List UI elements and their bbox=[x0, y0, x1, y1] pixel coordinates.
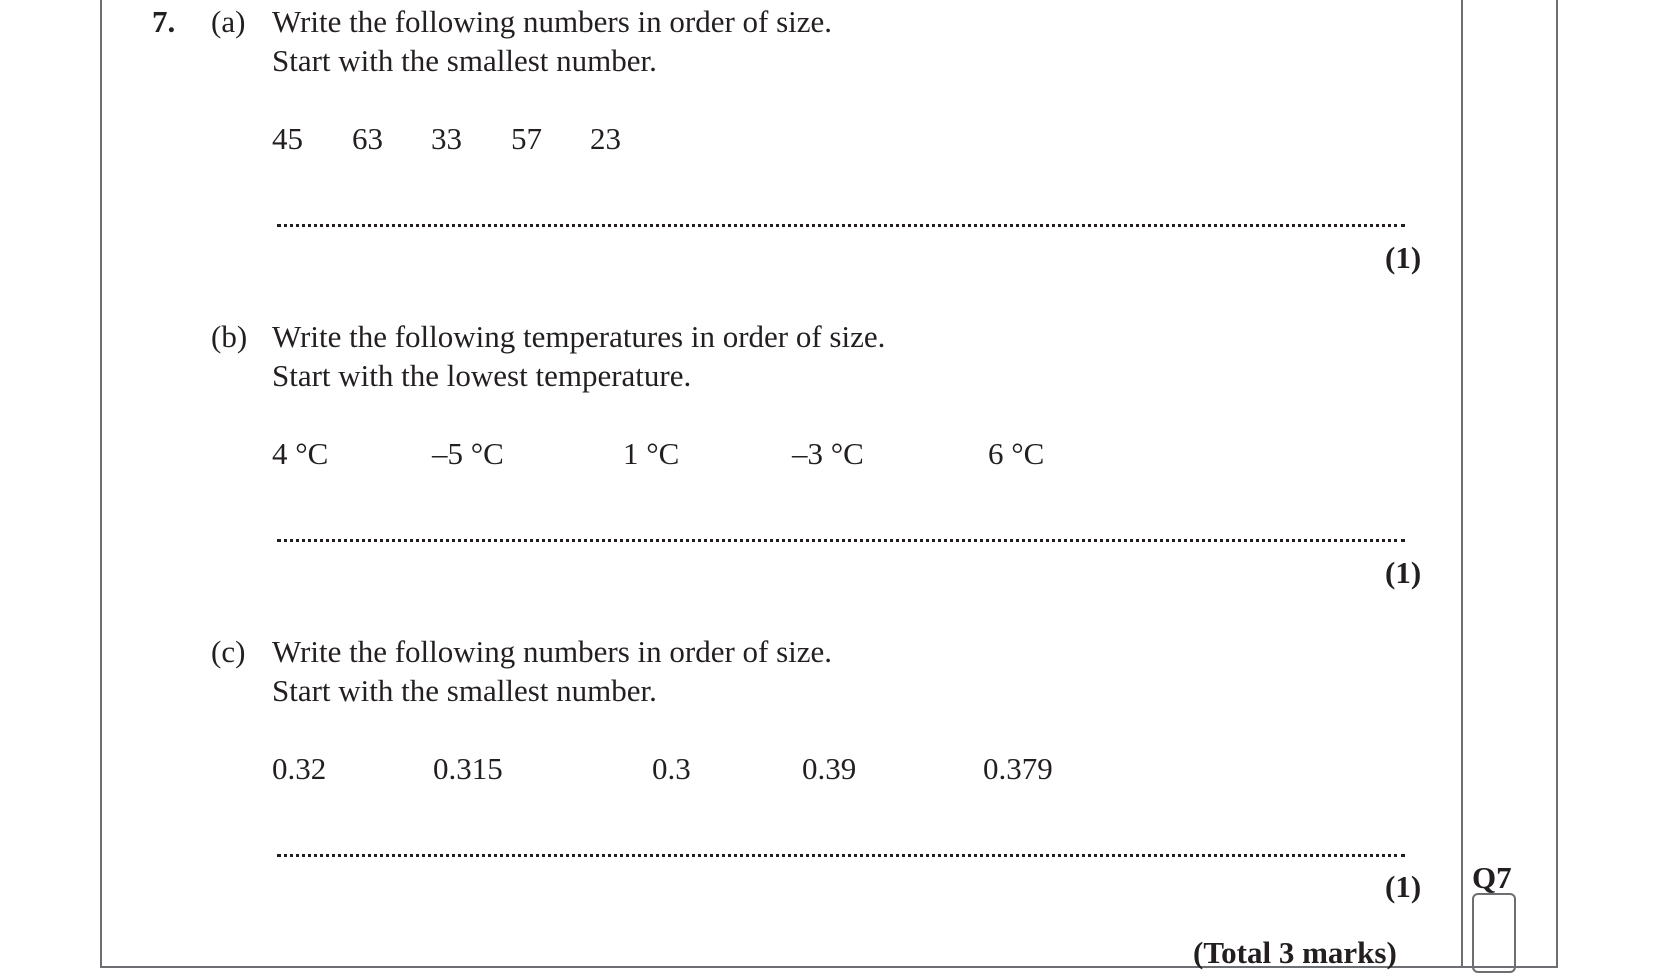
part-a-subinstruction: Start with the smallest number. bbox=[272, 43, 657, 78]
part-a-item: 33 bbox=[431, 121, 462, 156]
page-border-right bbox=[1556, 0, 1558, 968]
part-b-subinstruction: Start with the lowest temperature. bbox=[272, 358, 692, 393]
total-marks: (Total 3 marks) bbox=[1193, 935, 1397, 970]
part-a-item: 45 bbox=[272, 121, 303, 156]
part-a-instruction: Write the following numbers in order of size. bbox=[272, 4, 833, 39]
part-a-item: 23 bbox=[590, 121, 621, 156]
part-b-instruction: Write the following temperatures in order of size. bbox=[272, 319, 886, 354]
part-a-answer-line[interactable] bbox=[277, 224, 1405, 227]
part-c-subinstruction: Start with the smallest number. bbox=[272, 673, 657, 708]
part-b-item: 1 °C bbox=[623, 436, 680, 471]
part-c-answer-line[interactable] bbox=[277, 854, 1405, 857]
part-a-item: 63 bbox=[352, 121, 383, 156]
part-c-item: 0.32 bbox=[272, 751, 327, 786]
margin-question-label: Q7 bbox=[1472, 860, 1512, 895]
part-c-item: 0.39 bbox=[802, 751, 857, 786]
part-b-marks: (1) bbox=[1385, 555, 1422, 590]
part-c-item: 0.379 bbox=[983, 751, 1053, 786]
part-a-marks: (1) bbox=[1385, 240, 1422, 275]
part-c-item: 0.315 bbox=[433, 751, 503, 786]
part-a-item: 57 bbox=[511, 121, 542, 156]
part-a-label: (a) bbox=[211, 4, 246, 39]
part-b-item: –3 °C bbox=[792, 436, 864, 471]
part-b-item: –5 °C bbox=[432, 436, 504, 471]
part-b-label: (b) bbox=[211, 319, 248, 354]
part-b-answer-line[interactable] bbox=[277, 539, 1405, 542]
part-c-instruction: Write the following numbers in order of size. bbox=[272, 634, 833, 669]
examiner-mark-box bbox=[1472, 893, 1516, 973]
part-b-item: 4 °C bbox=[272, 436, 329, 471]
part-c-item: 0.3 bbox=[652, 751, 691, 786]
question-number: 7. bbox=[152, 4, 176, 39]
page-border-left bbox=[100, 0, 102, 968]
part-c-label: (c) bbox=[211, 634, 246, 669]
margin-divider bbox=[1461, 0, 1463, 968]
part-c-marks: (1) bbox=[1385, 869, 1422, 904]
part-b-item: 6 °C bbox=[988, 436, 1045, 471]
